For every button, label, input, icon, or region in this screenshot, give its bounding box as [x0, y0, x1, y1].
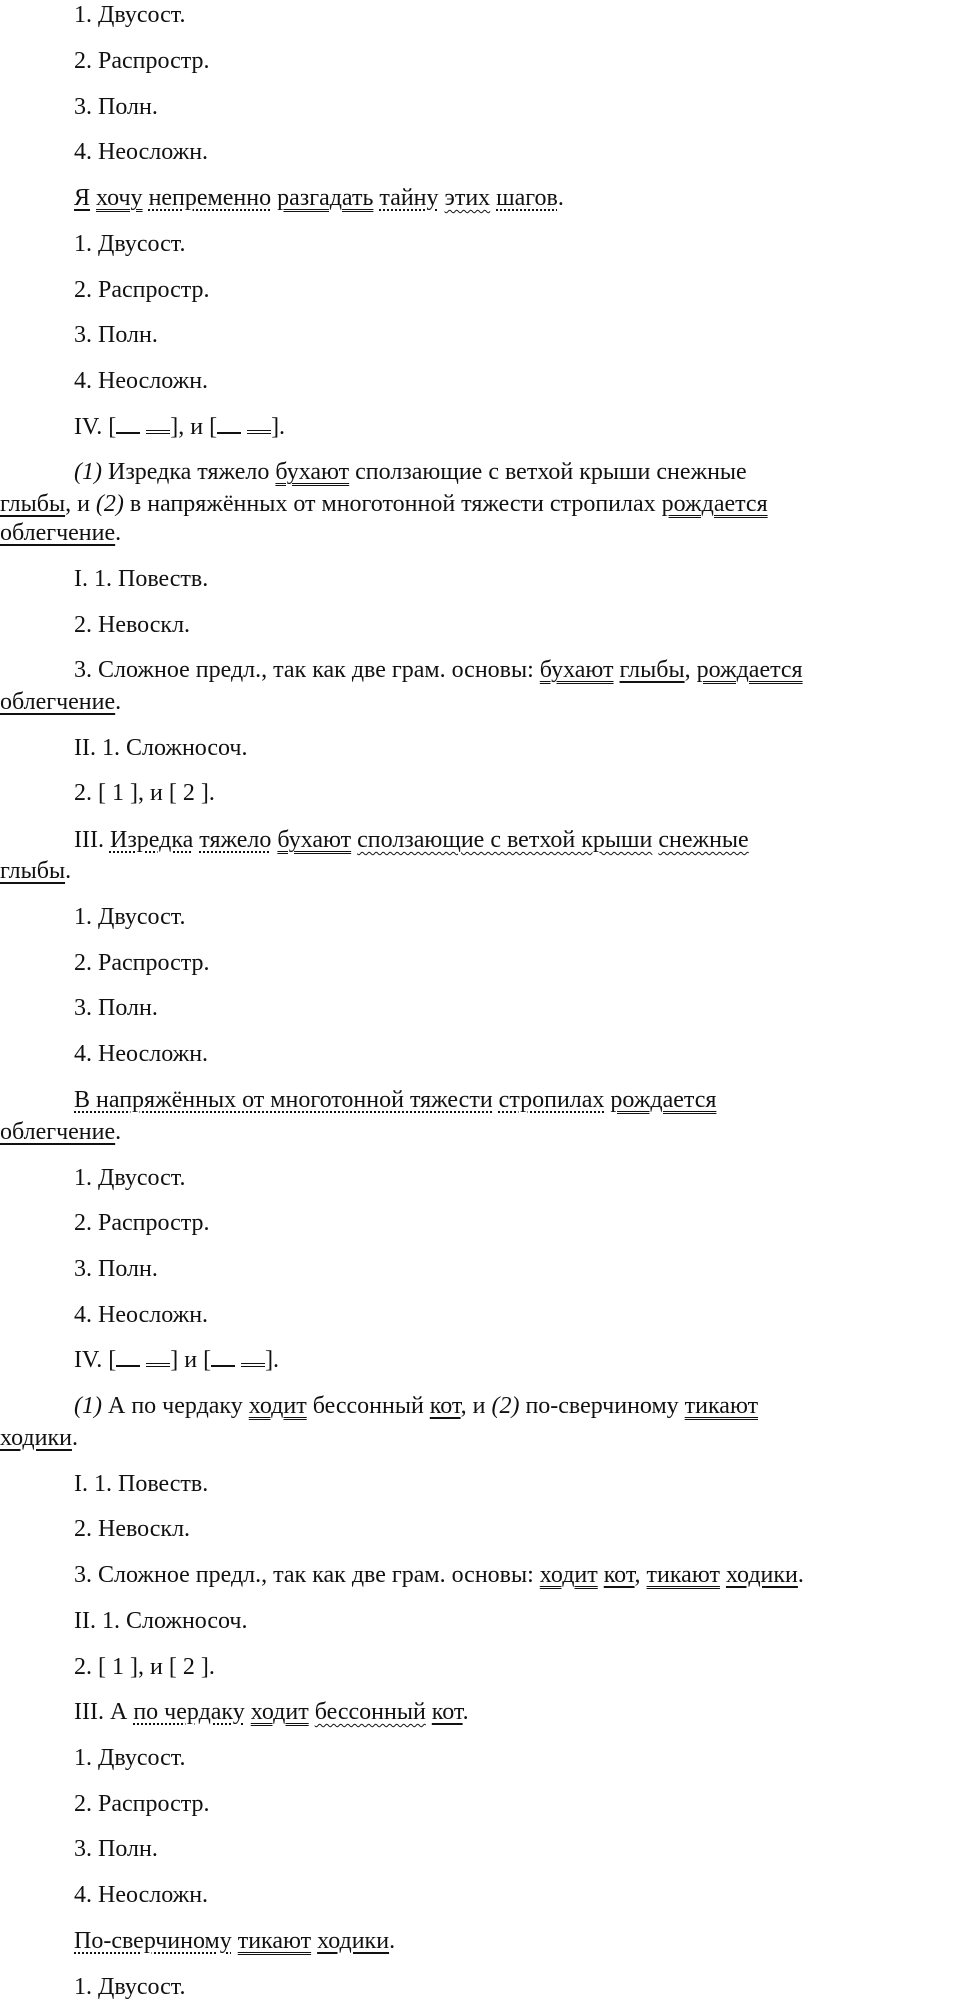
answer-blank	[217, 414, 241, 434]
text-line	[74, 1697, 469, 1727]
text-line	[74, 1652, 215, 1682]
text-segment: 1. Двусост.	[74, 1165, 186, 1191]
text-segment: по-сверчиному	[519, 1393, 685, 1419]
marked-word: непременно	[148, 185, 272, 211]
text-segment: .	[462, 1699, 469, 1725]
text-segment: 4. Неосложн.	[74, 1302, 209, 1328]
marked-word: рождается	[661, 491, 768, 517]
text-segment: 3. Полн.	[74, 1256, 158, 1282]
text-line	[74, 1514, 190, 1544]
marked-word: глыбы	[0, 491, 66, 517]
text-segment: 2. Распростр.	[74, 48, 210, 74]
text-segment: 3. Полн.	[74, 995, 158, 1021]
text-segment: 2. Распростр.	[74, 1791, 210, 1817]
marked-word: ходики	[317, 1928, 390, 1954]
text-segment: 4. Неосложн.	[74, 1882, 209, 1908]
text-line	[74, 1163, 185, 1193]
text-line	[74, 1880, 208, 1910]
marked-word: (2)	[95, 491, 124, 517]
answer-blank	[247, 412, 271, 434]
marked-word: ходит	[539, 1562, 598, 1588]
text-segment: 4. Неосложн.	[74, 1041, 209, 1067]
marked-word: (2)	[491, 1393, 520, 1419]
text-segment: .	[797, 1562, 804, 1588]
text-segment: 1. Двусост.	[74, 904, 186, 930]
text-line	[74, 1834, 158, 1864]
answer-blank	[116, 1347, 140, 1367]
text-line	[74, 564, 208, 594]
text-segment: IV. [	[74, 414, 117, 440]
answer-blank	[146, 1345, 170, 1367]
text-segment: ,	[684, 657, 697, 683]
text-line	[74, 1208, 210, 1238]
text-segment: .	[557, 185, 564, 211]
marked-word: хочу	[96, 185, 143, 211]
text-line	[74, 1039, 208, 1069]
text-segment: бессонный	[306, 1393, 430, 1419]
text-segment: 4. Неосложн.	[74, 368, 209, 394]
text-line	[74, 655, 803, 685]
text-segment: ,	[634, 1562, 647, 1588]
text-segment: , и	[460, 1393, 492, 1419]
marked-word: бухают	[275, 459, 350, 485]
text-line	[74, 948, 210, 978]
text-line	[74, 320, 158, 350]
text-segment: II. 1. Сложносоч.	[74, 1608, 248, 1634]
text-line	[0, 489, 768, 519]
marked-word: облегчение	[0, 1119, 116, 1145]
marked-word: кот	[431, 1699, 463, 1725]
text-segment: в напряжённых от многотонной тяжести стропилах	[123, 491, 662, 517]
text-line	[74, 1560, 804, 1590]
marked-word: ходит	[248, 1393, 307, 1419]
text-line	[74, 137, 208, 167]
marked-word: По-сверчиному	[74, 1928, 232, 1954]
answer-blank	[146, 412, 170, 434]
text-segment: 2. Невоскл.	[74, 1516, 191, 1542]
text-segment: I. 1. Повеств.	[74, 566, 209, 592]
text-segment: , и	[65, 491, 96, 517]
text-segment: 3. Сложное предл., так как две грам. основы:	[74, 1562, 540, 1588]
marked-word: Изредка	[109, 827, 194, 853]
text-line	[74, 902, 185, 932]
text-segment: 3. Полн.	[74, 322, 158, 348]
text-segment: 4. Неосложн.	[74, 139, 209, 165]
answer-blank	[116, 414, 140, 434]
text-segment: 2. Распростр.	[74, 1210, 210, 1236]
text-line	[74, 1085, 716, 1115]
marked-word: рождается	[610, 1087, 717, 1113]
text-segment: сползающие с ветхой крыши снежные	[349, 459, 747, 485]
marked-word: этих	[444, 185, 491, 211]
text-segment: 2. [ 1 ], и [ 2 ].	[74, 1654, 215, 1680]
text-segment: III. А	[74, 1699, 134, 1725]
marked-word: глыбы	[619, 657, 685, 683]
text-segment: ] и [	[170, 1347, 212, 1373]
text-segment: .	[115, 1119, 122, 1145]
text-line	[74, 778, 215, 808]
text-segment: 3. Полн.	[74, 94, 158, 120]
marked-word: бухают	[277, 827, 352, 853]
text-segment: 1. Двусост.	[74, 1974, 186, 2000]
text-line	[74, 275, 210, 305]
text-line	[74, 1926, 395, 1956]
text-line	[74, 366, 208, 396]
answer-blank	[211, 1347, 235, 1367]
text-segment: Изредка тяжело	[101, 459, 276, 485]
marked-word: разгадать	[277, 185, 374, 211]
answer-blank	[241, 1345, 265, 1367]
text-line	[74, 733, 248, 763]
text-line	[74, 1391, 758, 1421]
text-segment: .	[65, 858, 72, 884]
marked-word: глыбы	[0, 858, 66, 884]
text-segment: .	[115, 689, 122, 715]
text-segment: 1. Двусост.	[74, 231, 186, 257]
text-segment: ], и [	[170, 414, 218, 440]
marked-word: бухают	[539, 657, 614, 683]
text-segment: .	[115, 520, 122, 546]
text-line	[74, 1972, 185, 2002]
marked-word: сползающие с ветхой крыши	[357, 827, 653, 853]
text-line	[74, 46, 210, 76]
marked-word: стропилах	[498, 1087, 605, 1113]
marked-word: ходит	[250, 1699, 309, 1725]
text-segment: А по чердаку	[101, 1393, 249, 1419]
marked-word: Я	[74, 185, 91, 211]
marked-word: рождается	[696, 657, 803, 683]
text-segment: I. 1. Повеств.	[74, 1471, 209, 1497]
text-line	[74, 457, 747, 487]
marked-word: тикают	[237, 1928, 312, 1954]
text-segment: 2. Невоскл.	[74, 612, 191, 638]
text-segment: 2. Распростр.	[74, 950, 210, 976]
text-line	[0, 687, 121, 717]
text-segment: 1. Двусост.	[74, 1745, 186, 1771]
marked-word: тикают	[646, 1562, 720, 1588]
text-line	[74, 183, 564, 213]
text-segment: ].	[265, 1347, 280, 1373]
marked-word: ходики	[725, 1562, 798, 1588]
text-line	[74, 92, 158, 122]
marked-word: ходики	[0, 1425, 72, 1451]
marked-word: кот	[603, 1562, 635, 1588]
marked-word: бессонный	[314, 1699, 426, 1725]
text-line	[0, 518, 121, 548]
marked-word: тяжело	[199, 827, 272, 853]
text-segment: 2. [ 1 ], и [ 2 ].	[74, 780, 215, 806]
text-segment: .	[389, 1928, 396, 1954]
text-segment: III.	[74, 827, 110, 853]
text-line	[74, 1254, 158, 1284]
marked-word: тайну	[379, 185, 439, 211]
text-segment: 1. Двусост.	[74, 2, 186, 28]
text-line	[0, 1117, 121, 1147]
text-segment: ].	[271, 414, 286, 440]
text-line	[74, 1789, 210, 1819]
text-segment: 3. Полн.	[74, 1836, 158, 1862]
marked-word: тикают	[684, 1393, 759, 1419]
text-line	[74, 229, 185, 259]
marked-word: В напряжённых от многотонной тяжести	[74, 1087, 493, 1113]
text-line	[0, 856, 71, 886]
text-segment: IV. [	[74, 1347, 117, 1373]
marked-word: (1)	[74, 459, 102, 485]
text-line	[74, 610, 190, 640]
text-line	[74, 1345, 279, 1375]
text-segment: 3. Сложное предл., так как две грам. основы:	[74, 657, 540, 683]
marked-word: облегчение	[0, 689, 116, 715]
marked-word: снежные	[658, 827, 749, 853]
text-line	[74, 1469, 208, 1499]
text-segment: 2. Распростр.	[74, 277, 210, 303]
text-segment: II. 1. Сложносоч.	[74, 735, 248, 761]
text-line	[74, 0, 185, 30]
marked-word: по чердаку	[133, 1699, 245, 1725]
text-line	[74, 993, 158, 1023]
text-line	[74, 1743, 185, 1773]
marked-word: шагов	[496, 185, 558, 211]
marked-word: облегчение	[0, 520, 116, 546]
text-line	[74, 1300, 208, 1330]
marked-word: (1)	[74, 1393, 102, 1419]
text-line	[74, 412, 285, 442]
marked-word: кот	[429, 1393, 461, 1419]
text-line	[74, 825, 749, 855]
text-line	[0, 1423, 78, 1453]
text-segment: .	[71, 1425, 78, 1451]
text-line	[74, 1606, 248, 1636]
